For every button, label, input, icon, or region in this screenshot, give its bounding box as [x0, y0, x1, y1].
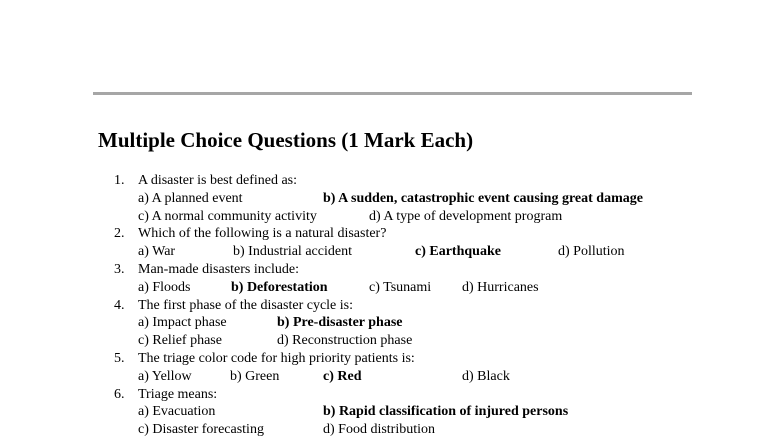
option: a) Yellow — [138, 368, 192, 384]
question-line — [0, 350, 784, 368]
option-row — [0, 279, 784, 297]
option: b) Green — [230, 368, 280, 384]
question-text: The first phase of the disaster cycle is: — [138, 297, 353, 313]
option-row — [0, 190, 784, 208]
option: d) Hurricanes — [462, 279, 539, 295]
question-number: 3. — [114, 261, 125, 277]
question-number: 2. — [114, 226, 125, 242]
option-row — [0, 332, 784, 350]
correct-option: b) Rapid classification of injured persons — [323, 404, 569, 420]
correct-option: b) Deforestation — [231, 279, 328, 295]
question-number: 6. — [114, 386, 125, 402]
option-row — [0, 403, 784, 421]
option-row — [0, 314, 784, 332]
option: d) Food distribution — [323, 422, 436, 438]
option: c) Relief phase — [138, 333, 222, 349]
correct-option: b) A sudden, catastrophic event causing great damage — [323, 190, 643, 206]
question-text: Which of the following is a natural disaster? — [138, 226, 387, 242]
option-row — [0, 208, 784, 226]
question-number: 5. — [114, 350, 125, 366]
option: d) Black — [462, 368, 510, 384]
option: a) Impact phase — [138, 315, 227, 331]
question-line — [0, 225, 784, 243]
question-line — [0, 386, 784, 404]
option-row — [0, 421, 784, 439]
question-text: The triage color code for high priority patients is: — [138, 350, 415, 366]
option: b) Industrial accident — [233, 244, 352, 260]
question-text: Man-made disasters include: — [138, 261, 299, 277]
question-line — [0, 297, 784, 315]
option: a) War — [138, 244, 176, 260]
option: c) A normal community activity — [138, 208, 317, 224]
question-number: 1. — [114, 173, 125, 188]
option: d) Pollution — [558, 244, 625, 260]
question-text: Triage means: — [138, 386, 218, 402]
question-text: A disaster is best defined as: — [138, 173, 298, 188]
option: a) Evacuation — [138, 404, 216, 420]
option: a) Floods — [138, 279, 191, 295]
question-line — [0, 172, 784, 190]
header-divider — [93, 92, 692, 95]
option-row — [0, 243, 784, 261]
option: a) A planned event — [138, 190, 243, 206]
question-line — [0, 261, 784, 279]
correct-option: c) Earthquake — [415, 244, 501, 260]
option: c) Disaster forecasting — [138, 422, 264, 438]
section-heading: Multiple Choice Questions (1 Mark Each) — [98, 128, 474, 152]
correct-option: c) Red — [323, 368, 362, 384]
option: d) A type of development program — [369, 208, 563, 224]
option: c) Tsunami — [369, 279, 432, 295]
option-row — [0, 368, 784, 386]
question-list — [0, 172, 784, 439]
option: d) Reconstruction phase — [277, 333, 413, 349]
correct-option: b) Pre-disaster phase — [277, 315, 403, 331]
question-number: 4. — [114, 297, 125, 313]
